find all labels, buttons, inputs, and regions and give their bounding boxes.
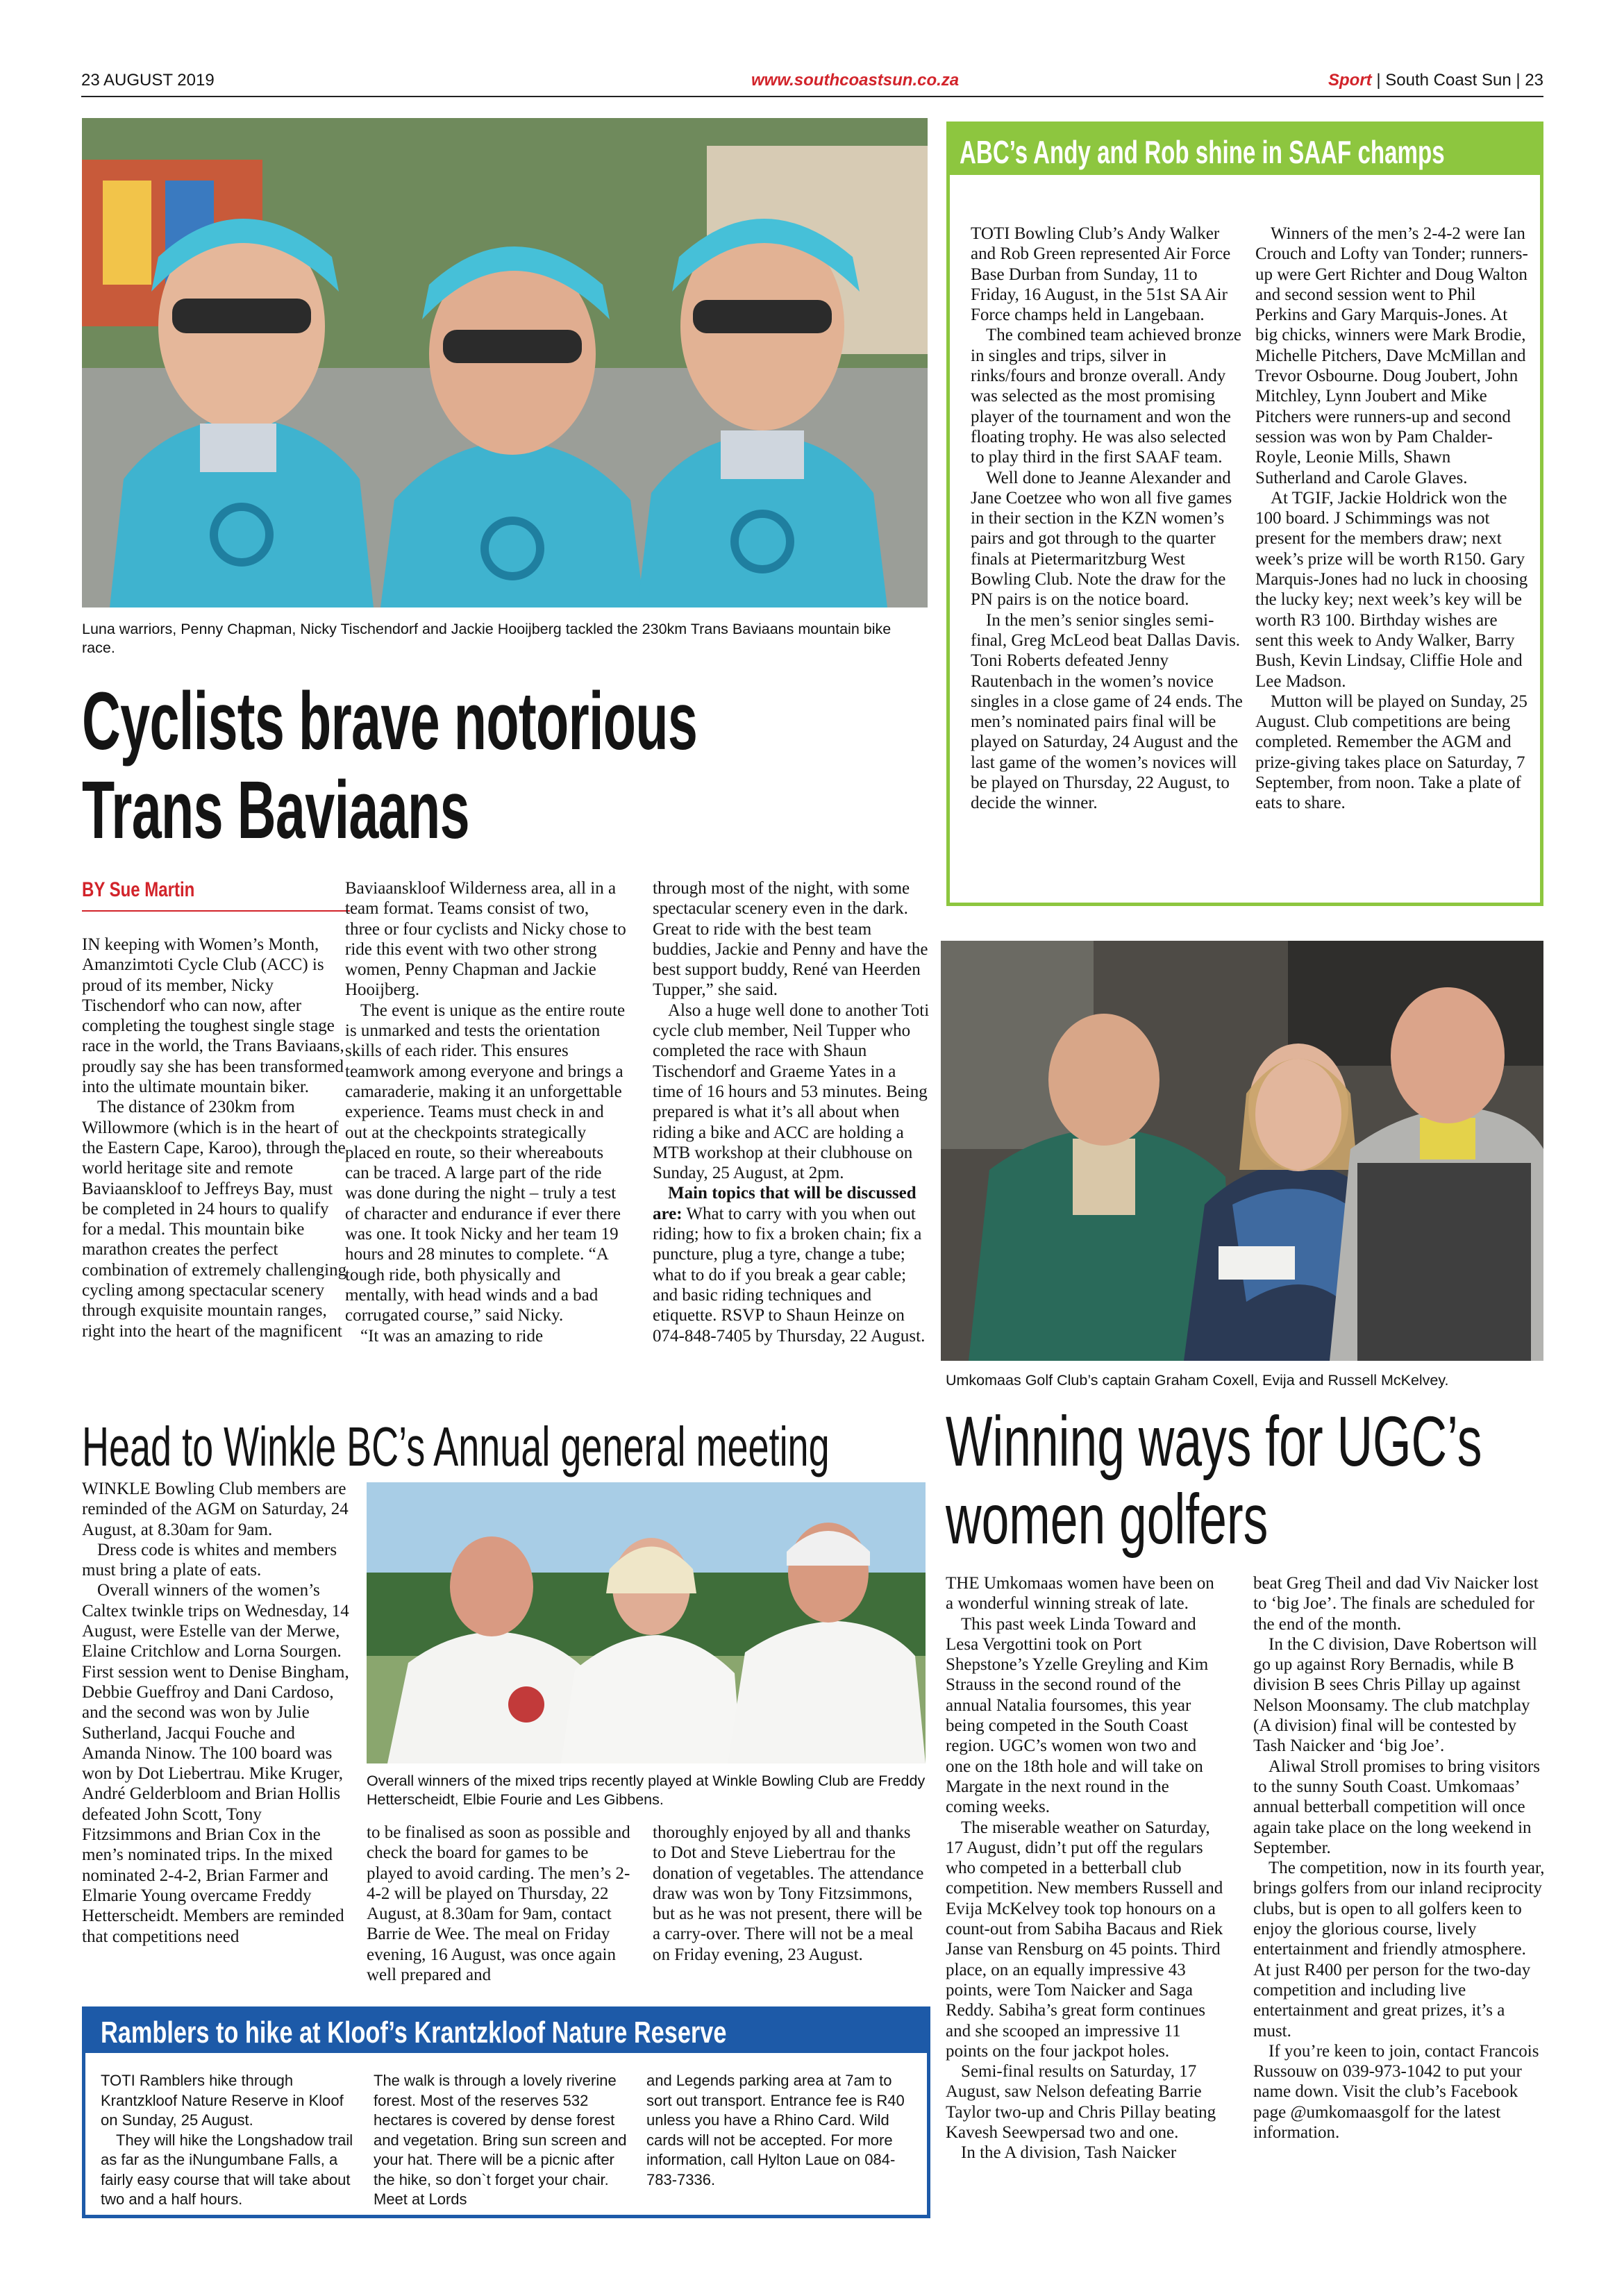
golf-col1-para: In the A division, Tash Naicker bbox=[961, 2143, 1177, 2163]
winkle-column-1 bbox=[82, 1479, 353, 1947]
golf-col2-para: In the C division, Dave Robertson will go up against Rory Bernadis, while B division B sees Chris Pillay up against Nelson Moonsamy. The club matchplay (A division) final will be contested by Tash Naicker and ‘big Joe’. bbox=[1253, 1634, 1537, 1756]
ramblers-box bbox=[82, 2006, 930, 2218]
abc-col2-para: Winners of the men’s 2-4-2 were Ian Crouch and Lofty van Tonder; runners-up were Gert Richter and Doug Walton and second session went to Phil Perkins and Gary Marquis-Jones. At big chicks, winners were Mark Brodie, Michelle Pitchers, Dave McMillan and Trevor Osbourne. Doug Joubert, John Mitchley, Lynn Joubert and Mike Pitchers were runners-up and second session was won by Pam Chalder-Royle, Leonie Mills, Shawn Sutherland and Carole Glaves. bbox=[1255, 224, 1528, 487]
abc-headline-bar bbox=[950, 125, 1540, 175]
cycling-col1-para: The distance of 230km from Willowmore (which is in the heart of the Eastern Cape, Karoo), through the world heritage site and remote Baviaanskloof to Jeffreys Bay, must be completed in 24 hours to qualify for a medal. This mountain bike marathon creates the perfect combination of extremely challenging cycling among spectacular scenery through exquisite mountain ranges, right into the heart of the magnificent bbox=[82, 1098, 347, 1341]
golf-col1-para: The miserable weather on Saturday, 17 August, didn’t put off the regulars who competed in a betterball club competition. New members Russell and Evija McKelvey took top honours on a count-out from Sabiha Bacaus and Riek Janse van Rensburg on 45 points. Third place, on an equally impressive 43 points, were Tom Naicker and Saga Reddy. Sabiha’s great form continues and she scooped an impressive 11 points on the four jackpot holes. bbox=[946, 1818, 1223, 2061]
cyclists-photo bbox=[82, 118, 928, 607]
abc-col2-para: Mutton will be played on Sunday, 25 August. Club competitions are being completed. Remember the AGM and prize-giving takes place on Saturday, 7 September, from noon. Take a plate of eats to share. bbox=[1255, 692, 1527, 813]
ramblers-column-1 bbox=[101, 2071, 359, 2210]
ramblers-column-3 bbox=[646, 2071, 905, 2190]
abc-column-2 bbox=[1255, 224, 1530, 814]
golf-col2-para: Aliwal Stroll promises to bring visitors to the sunny South Coast. Umkomaas’ annual betterball competition will once again take place on the long weekend in September. bbox=[1253, 1757, 1540, 1857]
cyclists-caption: Luna warriors, Penny Chapman, Nicky Tischendorf and Jackie Hooijberg tackled the 230km Trans Baviaans mountain bike race. bbox=[82, 621, 891, 656]
ramblers-col1-para: TOTI Ramblers hike through Krantzkloof Nature Reserve in Kloof on Sunday, 25 August. bbox=[101, 2072, 344, 2129]
page-number: 23 bbox=[1525, 71, 1543, 90]
cycling-col2-para: Baviaanskloof Wilderness area, all in a team format. Teams consist of two, three or four cyclists and Nicky chose to ride this event with two other strong women, Penny Chapman and Jackie Hooijberg. bbox=[345, 879, 626, 1000]
byline-prefix: BY bbox=[82, 878, 105, 901]
topics-text: What to carry with you when out riding; how to fix a broken chain; fix a puncture, plug a tyre, change a tube; what to do if you break a gear cable; and basic riding techniques and etiquette. RSVP to Shaun Heinze on 074-848-7405 by Thursday, 22 August. bbox=[653, 1204, 926, 1346]
abc-column-1 bbox=[971, 224, 1244, 814]
cycling-col2-para: “It was an amazing to ride bbox=[360, 1326, 544, 1346]
cycling-headline-line1: Cyclists brave notorious bbox=[82, 676, 698, 767]
golf-headline-line2: women golfers bbox=[946, 1480, 1269, 1559]
header-rule bbox=[81, 96, 1543, 97]
winkle-illustration bbox=[367, 1482, 926, 1763]
ramblers-headline: Ramblers to hike at Kloof’s Krantzkloof Nature Reserve bbox=[101, 2016, 727, 2050]
ramblers-col2-para: The walk is through a lovely riverine forest. Most of the reserves 532 hectares is covered by dense forest and vegetation. Bring sun screen and your hat. There will be a picnic after the hike, so don`t forget your chair. Meet at Lords bbox=[374, 2072, 627, 2208]
abc-headline: ABC’s Andy and Rob shine in SAAF champs bbox=[960, 134, 1445, 170]
golf-col1-para: This past week Linda Toward and Lesa Vergottini took on Port Shepstone’s Yzelle Greyling and Kim Strauss in the second round of the annual Natalia foursomes, this year being competed in the South Coast region. UGC’s women won two and one on the 18th hole and will take on Margate in the next round in the coming weeks. bbox=[946, 1614, 1209, 1817]
paper-name: South Coast Sun bbox=[1385, 71, 1512, 90]
golf-col2-para: The competition, now in its fourth year, brings golfers from our inland reciprocity clubs, but is open to all golfers keen to enjoy the glorious course, lively entertainment and friendly atmosphere. At just R400 per person for the two-day competition and including live entertainment and great prizes, it’s a must. bbox=[1253, 1859, 1545, 2041]
winkle-column-3 bbox=[653, 1822, 927, 1965]
golf-col1-para: THE Umkomaas women have been on a wonderful winning streak of late. bbox=[946, 1574, 1214, 1614]
golf-headline-line1: Winning ways for UGC’s bbox=[946, 1402, 1482, 1481]
abc-col1-para: The combined team achieved bronze in singles and trips, silver in rinks/fours and bronze overall. Andy was selected as the most promising player of the tournament and won the floating trophy. He was also selected to play third in the first SAAF team. bbox=[971, 326, 1241, 467]
winkle-col1-para: WINKLE Bowling Club members are reminded of the AGM on Saturday, 24 August, at 8.30am for 9am. bbox=[82, 1480, 349, 1539]
winkle-caption: Overall winners of the mixed trips recently played at Winkle Bowling Club are Freddy Hetterscheidt, Elbie Fourie and Les Gibbens. bbox=[367, 1773, 926, 1808]
winkle-col1-para: Dress code is whites and members must bring a plate of eats. bbox=[82, 1540, 337, 1580]
page-header bbox=[81, 69, 1543, 94]
cycling-col1-para: IN keeping with Women’s Month, Amanzimtoti Cycle Club (ACC) is proud of its member, Nicky Tischendorf who can now, after completing the toughest single stage race in the world, the Trans Baviaans, proudly say she has been transformed into the ultimate mountain biker. bbox=[82, 935, 344, 1097]
golf-column-1 bbox=[946, 1573, 1223, 2163]
cycling-column-1 bbox=[82, 935, 351, 1341]
cycling-col3-para: through most of the night, with some spectacular scenery even in the dark. Great to ride with the best team buddies, Jackie and Penny and have the best support buddy, René van Heerden Tupper,” she said. bbox=[653, 879, 928, 1000]
winkle-headline-text: Head to Winkle BC’s Annual general meeting bbox=[82, 1416, 830, 1477]
ramblers-col3-para: and Legends parking area at 7am to sort out transport. Entrance fee is R40 unless you have a Rhino Card. Wild cards will not be accepted. For more information, call Hylton Laue on 084-783-7336. bbox=[646, 2072, 905, 2188]
issue-date: 23 AUGUST 2019 bbox=[81, 71, 215, 90]
abc-box bbox=[946, 121, 1543, 906]
golf-col2-para: beat Greg Theil and dad Viv Naicker lost to ‘big Joe’. The finals are scheduled for the end of the month. bbox=[1253, 1574, 1539, 1634]
abc-col2-para: At TGIF, Jackie Holdrick won the 100 board. J Schimmings was not present for the members draw; next week’s prize will be worth R150. Gary Marquis-Jones had no luck in choosing the lucky key; next week’s key will be worth R3 100. Birthday wishes are sent this week to Andy Walker, Barry Bush, Kevin Lindsay, Cliffie Hole and Lee Madson. bbox=[1255, 488, 1528, 691]
cycling-col3-topics bbox=[653, 1183, 930, 1346]
abc-col1-para: TOTI Bowling Club’s Andy Walker and Rob Green represented Air Force Base Durban from Sunday, 11 to Friday, 16 August, in the 51st SA Air Force champs held in Langebaan. bbox=[971, 224, 1231, 325]
cyclists-illustration bbox=[82, 118, 928, 607]
abc-col1-para: In the men’s senior singles semi-final, Greg McLeod beat Dallas Davis. Toni Roberts defeated Jenny Rautenbach in the women’s novice singles in a close game of 24 ends. The men’s nominated pairs final will be played on Saturday, 24 August and the last game of the women’s novices will be played on Thursday, 22 August, to decide the winner. bbox=[971, 610, 1243, 813]
ramblers-column-2 bbox=[374, 2071, 632, 2210]
winkle-headline bbox=[82, 1416, 957, 1477]
cycling-column-3 bbox=[653, 878, 930, 1346]
folio: Sport | South Coast Sun | 23 bbox=[1328, 71, 1543, 90]
cycling-headline-line2: Trans Baviaans bbox=[82, 764, 469, 856]
byline bbox=[82, 878, 350, 912]
cycling-headline bbox=[82, 677, 950, 855]
website-link[interactable]: www.southcoastsun.co.za bbox=[751, 71, 960, 90]
winkle-photo bbox=[367, 1482, 926, 1763]
abc-col1-para: Well done to Jeanne Alexander and Jane Coetzee who won all five games in their section in the KZN women’s pairs and got through to the quarter finals at Pietermaritzburg West Bowling Club. Note the draw for the PN pairs is on the notice board. bbox=[971, 468, 1232, 610]
golf-caption: Umkomaas Golf Club’s captain Graham Coxell, Evija and Russell McKelvey. bbox=[946, 1372, 1449, 1389]
section-label: Sport bbox=[1328, 71, 1372, 90]
cycling-column-2 bbox=[345, 878, 626, 1346]
golf-column-2 bbox=[1253, 1573, 1545, 2143]
cycling-col3-para: Also a huge well done to another Toti cycle club member, Neil Tupper who completed the race with Shaun Tischendorf and Graeme Yates in a time of 16 hours and 53 minutes. Being prepared is what it’s all about when riding a bike and ACC are holding a MTB workshop at their clubhouse on Sunday, 25 August, at 2pm. bbox=[653, 1000, 930, 1183]
winkle-column-2 bbox=[367, 1822, 634, 1985]
golf-col2-para: If you’re keen to join, contact Francois Russouw on 039-973-1042 to put your name down. Visit the club’s Facebook page @umkomaasgolf for the latest information. bbox=[1253, 2041, 1539, 2143]
ramblers-headline-bar bbox=[85, 2010, 927, 2053]
ramblers-col1-para: They will hike the Longshadow trail as far as the iNungumbane Falls, a fairly easy course that will take about two and a half hours. bbox=[101, 2131, 353, 2208]
winkle-col3-para: thoroughly enjoyed by all and thanks to Dot and Steve Liebertrau for the donation of vegetables. The attendance draw was won by Tony Fitzsimmons, but as he was not present, there will be a carry-over. There will not be a meal on Friday evening, 23 August. bbox=[653, 1823, 924, 1964]
winkle-col2-para: to be finalised as soon as possible and check the board for games to be played to avoid carding. The men’s 2-4-2 will be played on Thursday, 22 August, at 8.30am for 9am, contact Barrie de Wee. The meal on Friday evening, 16 August, was once again well prepared and bbox=[367, 1823, 630, 1985]
byline-rule bbox=[82, 910, 350, 912]
winkle-col1-para: Overall winners of the women’s Caltex twinkle trips on Wednesday, 14 August, were Estelle van der Merwe, Elaine Critchlow and Lorna Sourgen. First session went to Denise Bingham, Debbie Gueffroy and Dani Cardoso, and the second was won by Julie Sutherland, Jacqui Fouche and Amanda Ninow. The 100 board was won by Dot Liebertrau. Mike Kruger, André Gelderbloom and Brian Hollis defeated John Scott, Tony Fitzsimmons and Brian Cox in the men’s nominated trips. In the mixed nominated 2-4-2, Brian Farmer and Elmarie Young overcame Freddy Hetterscheidt. Members are reminded that competitions need bbox=[82, 1581, 349, 1946]
golf-photo bbox=[941, 941, 1543, 1361]
byline-author: Sue Martin bbox=[109, 878, 195, 901]
golf-illustration bbox=[941, 941, 1543, 1361]
cycling-col2-para: The event is unique as the entire route is unmarked and tests the orientation skills of each rider. This ensures teamwork among everyone and brings a camaraderie, making it an unforgettable experience. Teams must check in and out at the checkpoints strategically placed en route, so their whereabouts can be traced. A large part of the ride was done during the night – truly a test of character and endurance if ever there was one. It took Nicky and her team 19 hours and 28 minutes to complete. “A tough ride, both physically and mentally, with head winds and a bad corrugated course,” said Nicky. bbox=[345, 1000, 626, 1325]
golf-col1-para: Semi-final results on Saturday, 17 August, saw Nelson defeating Barrie Taylor two-up and Chris Pillay beating Kavesh Seewpersad two and one. bbox=[946, 2062, 1216, 2143]
topics-lead: Main topics that will be discussed are: bbox=[653, 1184, 916, 1223]
golf-headline bbox=[946, 1402, 1571, 1558]
